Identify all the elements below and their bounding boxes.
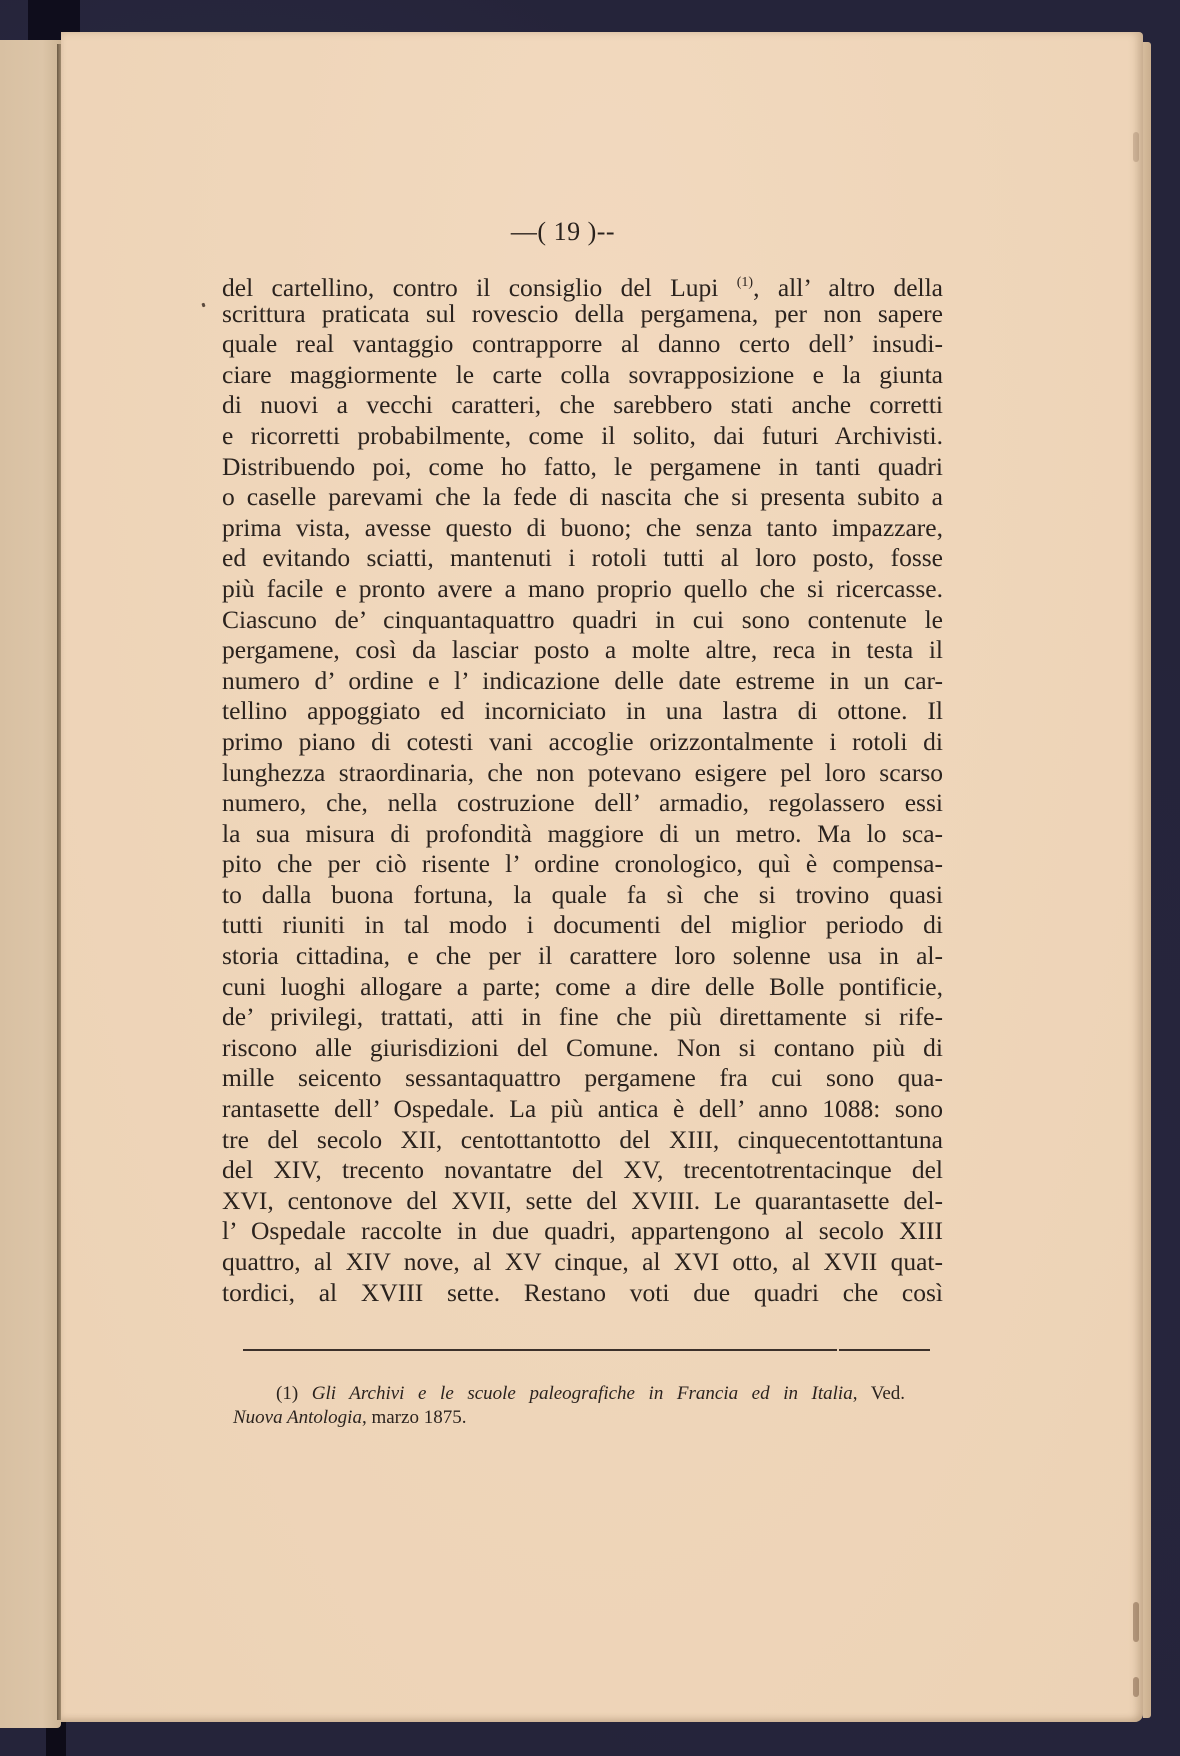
- footnote-line: [233, 1406, 948, 1430]
- body-text: [222, 268, 943, 1308]
- footnote-date: , marzo 1875.: [361, 1407, 467, 1428]
- text-line: l’ Ospedale raccolte in due quadri, appartengono al secolo XIII: [222, 1216, 943, 1246]
- text-line: tre del secolo XII, centottantotto del XIII, cinquecentottantuna: [222, 1124, 943, 1154]
- edge-stain: [1133, 1602, 1139, 1642]
- text-line: di nuovi a vecchi caratteri, che sarebbero stati anche corretti: [222, 390, 943, 420]
- text-line: pergamene, così da lasciar posto a molte altre, reca in testa il: [222, 635, 943, 665]
- text-line: tellino appoggiato ed incorniciato in una lastra di ottone. Il: [222, 696, 943, 726]
- footnote-separator: [839, 1349, 930, 1351]
- text-segment: del cartellino, contro il consiglio del Lupi: [222, 273, 737, 302]
- footnote-separator: [243, 1349, 837, 1351]
- text-line: tutti riuniti in tal modo i documenti del miglior periodo di: [222, 910, 943, 940]
- text-line: numero, che, nella costruzione dell’ armadio, regolassero essi: [222, 788, 943, 818]
- text-line: numero d’ ordine e l’ indicazione delle date estreme in un car-: [222, 665, 943, 695]
- text-line: scrittura praticata sul rovescio della pergamena, per non sapere: [222, 298, 943, 328]
- text-line: pito che per ciò risente l’ ordine cronologico, quì è compensa-: [222, 849, 943, 879]
- text-line: tordici, al XVIII sette. Restano voti due quadri che così: [222, 1277, 943, 1307]
- text-line: o caselle parevami che la fede di nascita che si presenta subito a: [222, 482, 943, 512]
- edge-stain: [1133, 1677, 1139, 1697]
- text-line: quattro, al XIV nove, al XV cinque, al XVI otto, al XVII quat-: [222, 1247, 943, 1276]
- text-line: cuni luoghi allogare a parte; come a dire delle Bolle pontificie,: [222, 971, 943, 1001]
- text-line: rantasette dell’ Ospedale. La più antica è dell’ anno 1088: sono: [222, 1094, 943, 1124]
- footnote: [233, 1382, 948, 1430]
- footnote-title: Gli Archivi e le scuole paleografiche in Francia ed in Italia: [311, 1383, 853, 1404]
- text-line: Ciascuno de’ cinquantaquattro quadri in cui sono contenute le: [222, 604, 943, 634]
- text-line: mille seicento sessantaquattro pergamene fra cui sono qua-: [222, 1063, 943, 1093]
- text-line: riscono alle giurisdizioni del Comune. Non si contano più di: [222, 1032, 943, 1062]
- previous-page-edge: [0, 40, 61, 1728]
- text-segment: , all’ altro della: [753, 273, 944, 302]
- text-line: ciare maggiormente le carte colla sovrapposizione e la giunta: [222, 359, 943, 389]
- page-number: —( 19 )--: [510, 217, 616, 246]
- footnote-ref: , Ved.: [852, 1383, 905, 1404]
- text-line: la sua misura di profondità maggiore di un metro. Ma lo sca-: [222, 818, 943, 848]
- text-line: e ricorretti probabilmente, come il solito, dai futuri Archivisti.: [222, 420, 943, 450]
- text-line: primo piano di cotesti vani accoglie orizzontalmente i rotoli di: [222, 726, 943, 756]
- text-line: to dalla buona fortuna, la quale fa sì che si trovino quasi: [222, 879, 943, 909]
- book-spine: [57, 44, 61, 1720]
- text-line: [222, 268, 944, 302]
- edge-stain: [1133, 132, 1139, 162]
- page-stack-edge: [1143, 42, 1151, 1718]
- text-line: storia cittadina, e che per il carattere loro solenne usa in al-: [222, 941, 943, 971]
- text-line: quale real vantaggio contrapporre al danno certo dell’ insudi-: [222, 329, 943, 359]
- text-line: de’ privilegi, trattati, atti in fine che più direttamente si rife-: [222, 1002, 943, 1032]
- text-line: Distribuendo poi, come ho fatto, le pergamene in tanti quadri: [222, 451, 943, 481]
- text-line: XVI, centonove del XVII, sette del XVIII. Le quarantasette del-: [222, 1185, 943, 1215]
- text-line: ed evitando sciatti, mantenuti i rotoli tutti al loro posto, fosse: [222, 543, 943, 573]
- footnote-journal: Nuova Antologia: [233, 1407, 362, 1428]
- text-line: del XIV, trecento novantatre del XV, trecentotrentacinque del: [222, 1155, 943, 1185]
- text-line: lunghezza straordinaria, che non potevano esigere pel loro scarso: [222, 757, 943, 787]
- footnote-reference[interactable]: (1): [736, 275, 754, 290]
- text-line: più facile e pronto avere a mano proprio quello che si ricercasse.: [222, 573, 943, 603]
- footnote-line: [233, 1382, 905, 1406]
- text-line: prima vista, avesse questo di buono; che senza tanto impazzare,: [222, 512, 943, 542]
- footnote-marker: (1): [276, 1383, 299, 1404]
